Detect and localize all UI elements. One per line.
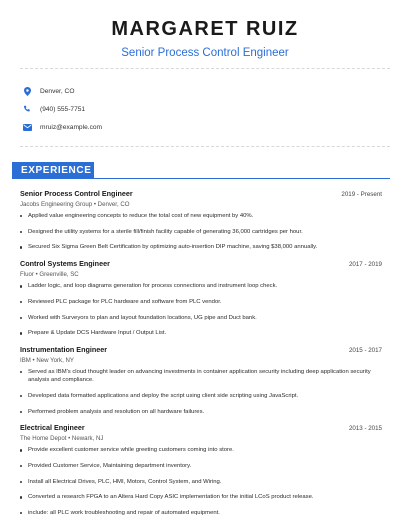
job-title: Instrumentation Engineer — [20, 344, 108, 354]
job-bullet: include: all PLC work troubleshooting and repair of automated equipment. — [20, 509, 382, 517]
job-entry — [20, 189, 382, 252]
job-dates: 2015 - 2017 — [348, 346, 382, 354]
contact-location — [22, 82, 102, 100]
location-pin-icon — [22, 86, 32, 96]
experience-list — [20, 189, 382, 525]
job-company: Fluor • Greenville, SC — [20, 271, 79, 279]
job-bullets — [20, 282, 382, 337]
job-bullet: Converted a research FPGA to an Altera Hard Copy ASIC implementation for the initial LCoS product release. — [20, 493, 382, 501]
job-bullets — [20, 446, 382, 517]
candidate-title: Senior Process Control Engineer — [121, 47, 289, 59]
location-text: Denver, CO — [40, 87, 75, 95]
experience-heading: EXPERIENCE — [12, 162, 94, 179]
job-bullet: Designed the utility systems for a sterile fill/finish facility capable of generating 36,000 cartridges per hour. — [20, 228, 382, 236]
job-bullet: Developed data formatted applications and deploy the script using client side scripting using JavaScript. — [20, 392, 382, 400]
job-bullet: Install all Electrical Drives, PLC, HMI, Motors, Control System, and Wiring. — [20, 478, 382, 486]
job-dates: 2019 - Present — [341, 191, 382, 198]
job-bullet: Prepare & Update DCS Hardware Input / Output List. — [20, 329, 382, 337]
job-bullet: Performed problem analysis and resolution on all hardware failures. — [20, 408, 382, 416]
job-bullet: Provide excellent customer service while greeting customers coming into store. — [20, 446, 382, 454]
job-entry — [20, 345, 382, 416]
job-title: Senior Process Control Engineer — [20, 189, 133, 198]
job-bullet: Worked with Surveyors to plan and layout foundation locations, UG pipe and Duct bank. — [20, 314, 382, 322]
header-divider — [20, 68, 390, 69]
contact-list — [22, 82, 102, 136]
resume-header — [0, 18, 410, 59]
candidate-name: MARGARET RUIZ — [111, 18, 299, 40]
job-title: Electrical Engineer — [20, 423, 85, 433]
contact-phone — [22, 100, 102, 118]
job-dates: 2017 - 2019 — [348, 261, 382, 269]
job-entry — [20, 259, 382, 337]
phone-icon — [22, 104, 32, 114]
job-bullet: Applied value engineering concepts to reduce the total cost of new equipment by 40%. — [20, 212, 382, 220]
email-text[interactable]: mruiz@example.com — [40, 123, 103, 131]
experience-underline — [12, 178, 390, 179]
job-bullet: Served as IBM's cloud thought leader on advancing investments in container application security including deep application security analysis and compliance. — [20, 368, 382, 384]
contact-email — [22, 118, 102, 136]
email-icon — [22, 122, 32, 132]
job-entry — [20, 423, 382, 517]
job-company: The Home Depot • Newark, NJ — [20, 435, 104, 443]
contact-divider — [20, 146, 390, 147]
job-bullets — [20, 212, 382, 252]
job-dates: 2013 - 2015 — [348, 425, 382, 433]
job-bullets — [20, 368, 382, 416]
job-title: Control Systems Engineer — [20, 259, 110, 269]
job-bullet: Provided Customer Service, Maintaining department inventory. — [20, 462, 382, 470]
job-company: Jacobs Engineering Group • Denver, CO — [20, 201, 130, 208]
job-company: IBM • New York, NY — [20, 356, 74, 364]
phone-text: (940) 555-7751 — [40, 105, 86, 113]
job-bullet: Secured Six Sigma Green Belt Certification by optimizing auto-insertion DIP machine, saving $38,000 annually. — [20, 243, 382, 251]
job-bullet: Reviewed PLC package for PLC hardware and software from PLC vendor. — [20, 298, 382, 306]
job-bullet: Ladder logic, and loop diagrams generation for process connections and instrument loop check. — [20, 282, 382, 290]
